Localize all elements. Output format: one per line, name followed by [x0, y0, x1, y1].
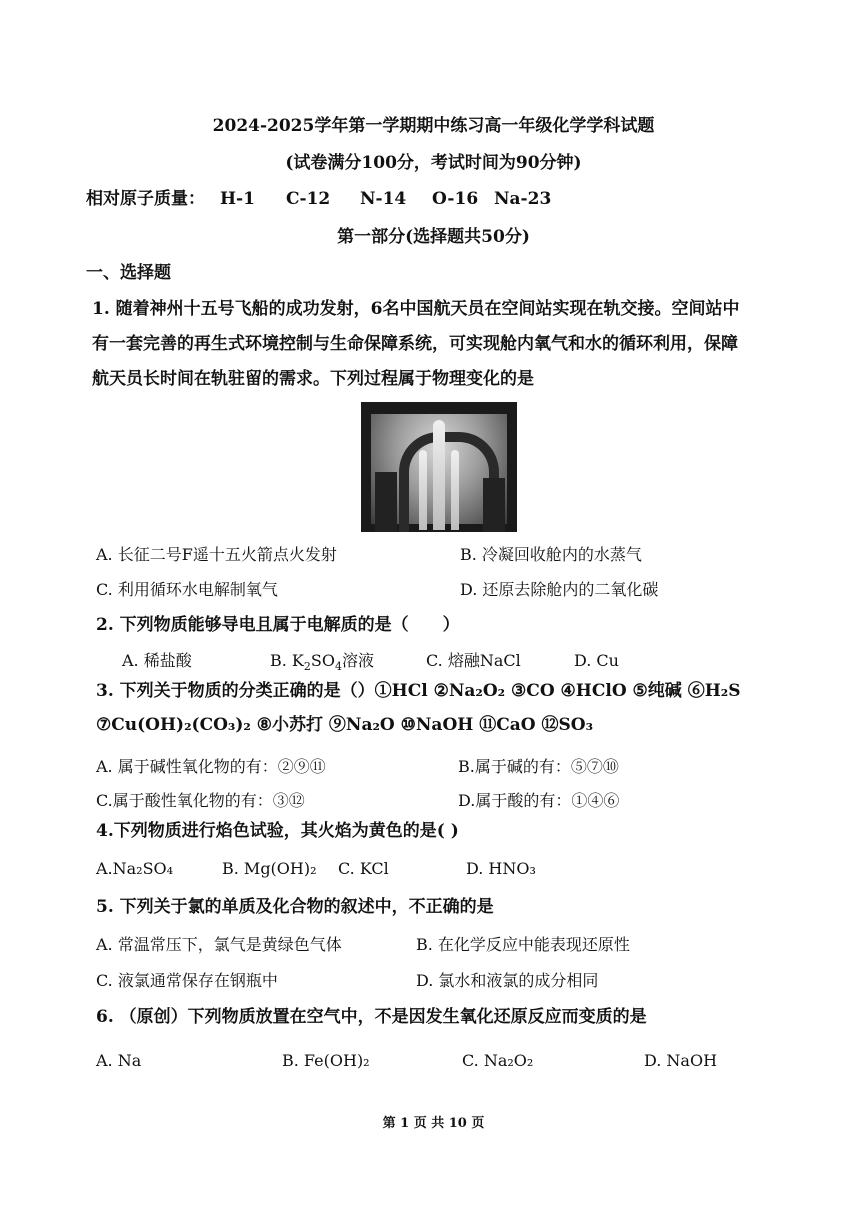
q2-stem: 2. 下列物质能够导电且属于电解质的是（ ） — [96, 615, 460, 635]
q5-option-c[interactable]: C. 液氯通常保存在钢瓶中 — [96, 971, 278, 990]
page-number: 第 1 页 共 10 页 — [382, 1116, 485, 1131]
atomic-mass-c: C-12 — [286, 189, 331, 209]
q1-stem-line3: 航天员长时间在轨驻留的需求。下列过程属于物理变化的是 — [92, 369, 534, 389]
rocket-launch-photo — [361, 402, 517, 532]
q4-option-c[interactable]: C. KCl — [338, 859, 389, 878]
q2-option-b-pre: B. K — [270, 651, 304, 670]
q4-option-d[interactable]: D. HNO₃ — [466, 859, 536, 878]
rocket-booster-right — [451, 450, 459, 530]
q2-option-c[interactable]: C. 熔融NaCl — [426, 651, 521, 670]
q3-option-c[interactable]: C.属于酸性氧化物的有：③⑫ — [96, 791, 305, 810]
q2-option-b-mid: SO — [310, 651, 335, 670]
tower-right — [483, 478, 505, 532]
atomic-mass-h: H-1 — [220, 189, 255, 209]
section-title: 一、选择题 — [86, 263, 171, 283]
tower-left — [375, 472, 397, 532]
q6-option-b[interactable]: B. Fe(OH)₂ — [282, 1051, 370, 1070]
q3-option-d[interactable]: D.属于酸的有：①④⑥ — [458, 791, 620, 810]
q1-stem-line2: 有一套完善的再生式环境控制与生命保障系统，可实现舱内氧气和水的循环利用，保障 — [92, 334, 738, 354]
part-title: 第一部分(选择题共50分) — [337, 227, 530, 247]
q2-option-b-post: 溶液 — [341, 651, 374, 670]
q2-option-a[interactable]: A. 稀盐酸 — [122, 651, 192, 670]
q2-option-b-sub2: 4 — [334, 660, 342, 674]
q6-option-d[interactable]: D. NaOH — [644, 1051, 718, 1070]
q6-option-c[interactable]: C. Na₂O₂ — [462, 1051, 534, 1070]
q1-option-d[interactable]: D. 还原去除舱内的二氧化碳 — [460, 580, 659, 599]
q1-option-b[interactable]: B. 冷凝回收舱内的水蒸气 — [460, 545, 642, 564]
q5-option-a[interactable]: A. 常温常压下，氯气是黄绿色气体 — [96, 935, 342, 954]
q5-option-b[interactable]: B. 在化学反应中能表现还原性 — [416, 935, 630, 954]
rocket-icon — [433, 420, 445, 530]
atomic-mass-o: O-16 — [432, 189, 479, 209]
q3-option-b[interactable]: B.属于碱的有：⑤⑦⑩ — [458, 757, 619, 776]
q1-option-c[interactable]: C. 利用循环水电解制氧气 — [96, 580, 278, 599]
q1-stem-line1: 1. 随着神州十五号飞船的成功发射，6名中国航天员在空间站实现在轨交接。空间站中 — [92, 299, 740, 319]
q3-stem-line1: 3. 下列关于物质的分类正确的是（）①HCl ②Na₂O₂ ③CO ④HClO ⑤纯碱 ⑥H₂S — [96, 681, 741, 701]
q3-stem-line2: ⑦Cu(OH)₂(CO₃)₂ ⑧小苏打 ⑨Na₂O ⑩NaOH ⑪CaO ⑫SO₃ — [96, 715, 594, 735]
atomic-mass-n: N-14 — [360, 189, 407, 209]
exam-subtitle: (试卷满分100分，考试时间为90分钟) — [285, 153, 582, 173]
q3-option-a[interactable]: A. 属于碱性氧化物的有：②⑨⑪ — [96, 757, 326, 776]
q6-stem: 6. （原创）下列物质放置在空气中，不是因发生氧化还原反应而变质的是 — [96, 1007, 647, 1027]
rocket-booster-left — [419, 450, 427, 530]
q5-stem: 5. 下列关于氯的单质及化合物的叙述中，不正确的是 — [96, 897, 494, 917]
q4-option-b[interactable]: B. Mg(OH)₂ — [222, 859, 317, 878]
q2-option-d[interactable]: D. Cu — [574, 651, 619, 670]
q4-stem: 4.下列物质进行焰色试验，其火焰为黄色的是( ) — [96, 821, 459, 841]
q2-option-b[interactable] — [270, 650, 374, 672]
q6-option-a[interactable]: A. Na — [96, 1051, 142, 1070]
atomic-mass-label: 相对原子质量： — [86, 189, 205, 209]
q1-option-a[interactable]: A. 长征二号F遥十五火箭点火发射 — [96, 545, 337, 564]
atomic-mass-na: Na-23 — [494, 189, 552, 209]
q5-option-d[interactable]: D. 氯水和液氯的成分相同 — [416, 971, 599, 990]
exam-title: 2024-2025学年第一学期期中练习高一年级化学学科试题 — [212, 116, 655, 136]
q4-option-a[interactable]: A.Na₂SO₄ — [96, 859, 174, 878]
q2-option-b-sub1: 2 — [303, 660, 311, 674]
